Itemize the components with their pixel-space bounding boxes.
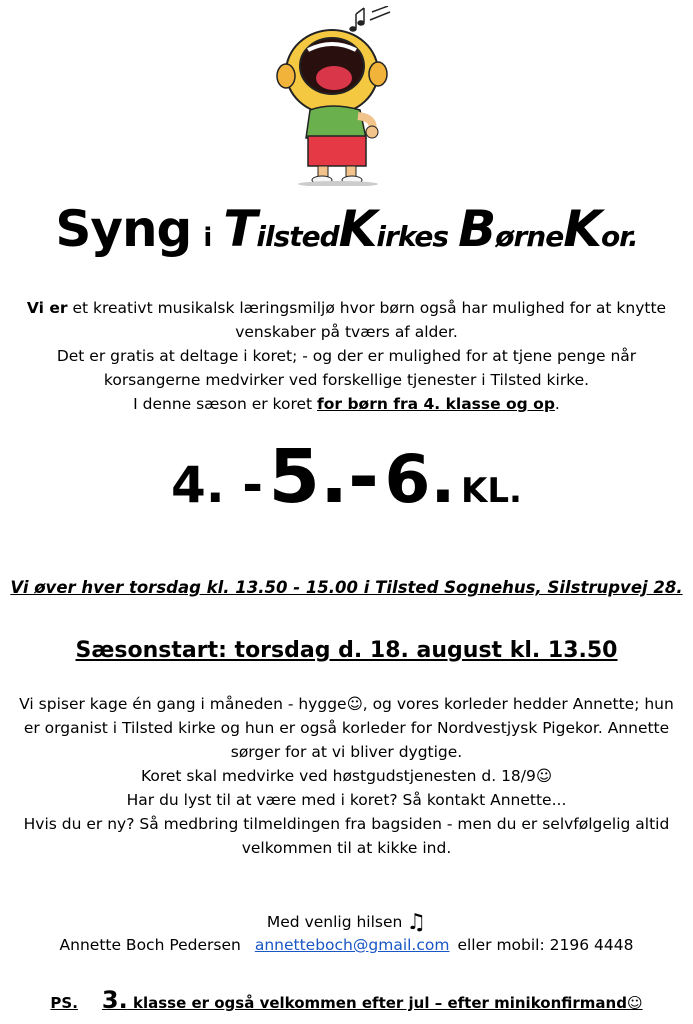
grade-heading [0, 432, 693, 542]
details-line-1: Vi spiser kage én gang i måneden - hygge☺, og vores korleder hedder Annette; hun [19, 695, 674, 713]
title-i: i [203, 223, 212, 253]
intro-lead-bold: Vi er [26, 299, 68, 317]
music-note-icon: ♫ [406, 910, 427, 935]
title-t-rest: ilsted [256, 220, 339, 253]
contact-line [0, 933, 693, 957]
title-b-rest: ørne [495, 220, 564, 253]
singing-child-illustration [268, 6, 408, 186]
contact-mobile: eller mobil: 2196 4448 [457, 936, 634, 954]
intro-line-5 [0, 392, 693, 416]
title-syng: Syng [55, 200, 192, 258]
title-k2-cap: K [563, 200, 601, 258]
intro-line-2: venskaber på tværs af alder. [235, 323, 458, 341]
intro-line-3: Det er gratis at deltage i koret; - og der er mulighed for at tjene penge når [56, 347, 637, 365]
grade-5: 5.- [268, 434, 379, 520]
details-paragraph [0, 692, 693, 860]
details-line-2: er organist i Tilsted kirke og hun er også korleder for Nordvestjysk Pigekor. Annette [23, 719, 670, 737]
grade-6: 6. [384, 441, 456, 518]
title-k2-rest: or. [600, 220, 638, 253]
intro-line-5-start: I denne sæson er koret [133, 395, 318, 413]
title-k-cap: K [338, 200, 377, 258]
regards-text: Med venlig hilsen [266, 913, 403, 931]
intro-line-5-bold: for børn fra 4. klasse og op [317, 395, 555, 413]
regards [0, 910, 693, 935]
intro-line-1 [0, 296, 693, 320]
ps-text: klasse er også velkommen efter jul – efter minikonfirmand☺ [127, 994, 643, 1012]
intro-line-1-text: et kreativt musikalsk læringsmiljø hvor børn også har mulighed for at knytte [67, 299, 667, 317]
page-title [0, 200, 693, 258]
postscript [0, 986, 693, 1014]
season-start: Sæsonstart: torsdag d. 18. august kl. 13.50 [75, 638, 618, 663]
contact-email-link[interactable]: annetteboch@gmail.com [254, 936, 450, 954]
grade-4: 4. - [171, 456, 263, 514]
details-line-5: Har du lyst til at være med i koret? Så kontakt Annette... [126, 791, 567, 809]
title-t-cap: T [223, 200, 257, 258]
title-b-cap: B [458, 200, 496, 258]
ps-number: 3. [101, 986, 128, 1014]
details-line-6: Hvis du er ny? Så medbring tilmeldingen fra bagsiden - men du er selvfølgelig altid [23, 815, 670, 833]
intro-line-4: korsangerne medvirker ved forskellige tjenester i Tilsted kirke. [103, 371, 590, 389]
title-k-rest: irkes [376, 220, 449, 253]
contact-name: Annette Boch Pedersen [59, 936, 241, 954]
grade-kl: KL. [461, 471, 522, 511]
details-line-4: Koret skal medvirke ved høstgudstjenesten d. 18/9☺ [140, 767, 553, 785]
details-line-3: sørger for at vi bliver dygtige. [230, 743, 463, 761]
ps-label: PS. [50, 994, 78, 1012]
intro-line-5-end: . [554, 395, 560, 413]
practice-schedule: Vi øver hver torsdag kl. 13.50 - 15.00 i Tilsted Sognehus, Silstrupvej 28. [10, 578, 683, 597]
details-line-7: velkommen til at kikke ind. [241, 839, 452, 857]
intro-paragraph [0, 296, 693, 416]
